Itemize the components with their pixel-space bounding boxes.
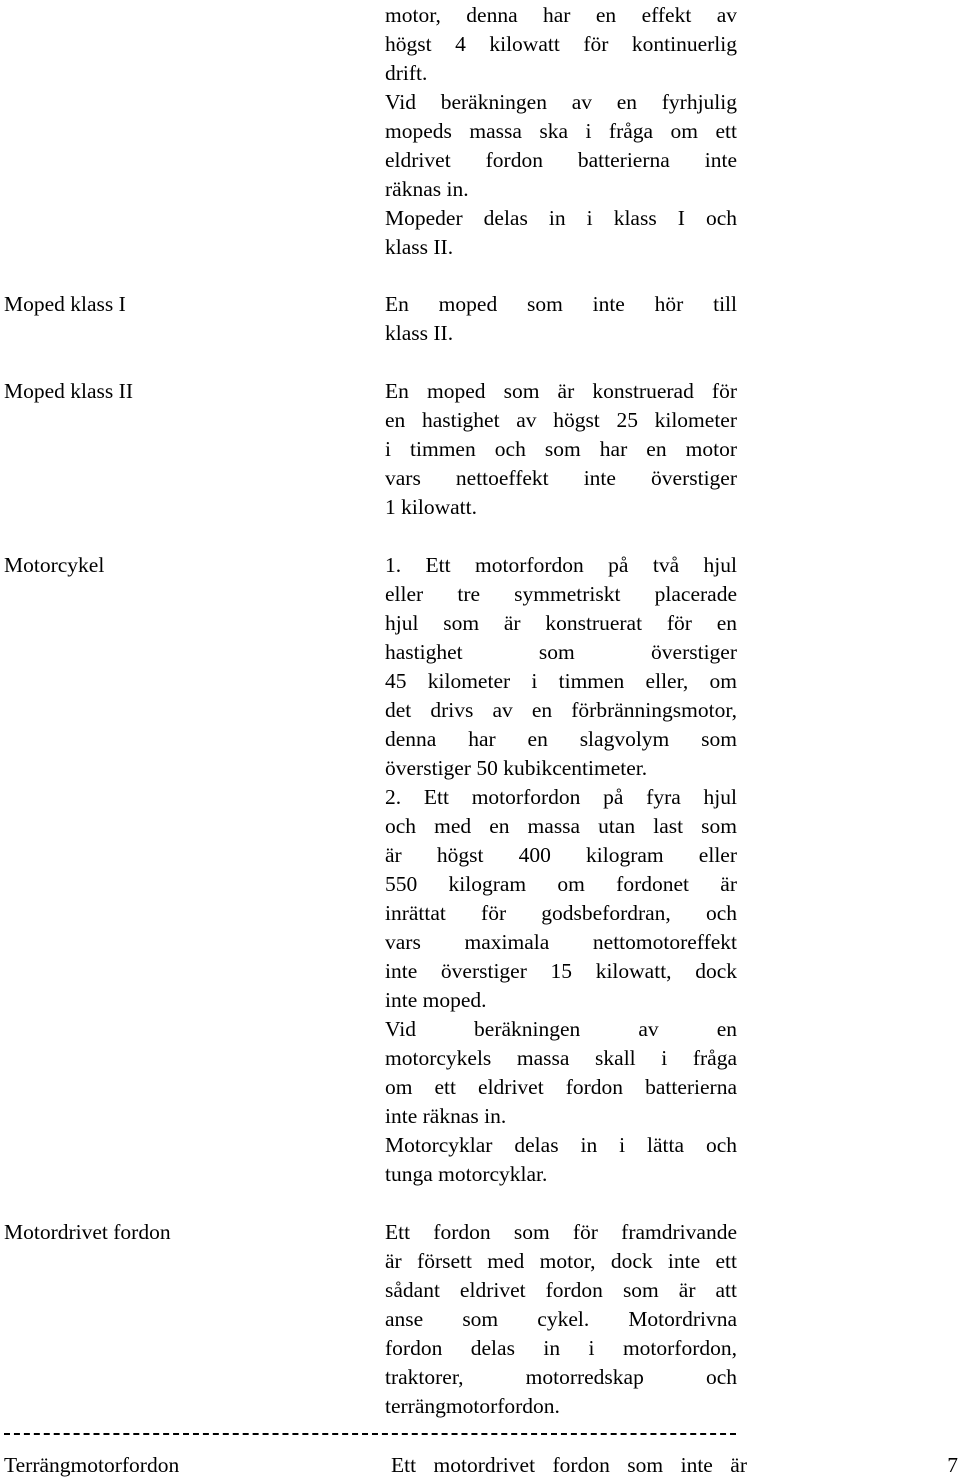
- text-line: motor, denna har en effekt av: [385, 3, 737, 27]
- text-line: inrättat för godsbefordran, och: [385, 901, 737, 925]
- dashed-separator: [4, 1433, 736, 1435]
- text-line: 2. Ett motorfordon på fyra hjul: [385, 785, 737, 809]
- text-line: klass II.: [385, 235, 454, 259]
- text-line: tunga motorcyklar.: [385, 1162, 548, 1186]
- text-line: räknas in.: [385, 177, 469, 201]
- page-number: 7: [947, 1453, 958, 1477]
- text-line: 45 kilometer i timmen eller, om: [385, 669, 737, 693]
- text-line: är försett med motor, dock inte ett: [385, 1249, 737, 1273]
- text-line: terrängmotorfordon.: [385, 1394, 560, 1418]
- term-label: Moped klass II: [4, 379, 133, 403]
- text-line: En moped som är konstruerad för: [385, 379, 737, 403]
- text-line: Vid beräkningen av en fyrhjulig: [385, 90, 737, 114]
- text-line: eldrivet fordon batterierna inte: [385, 148, 737, 172]
- text-line: inte räknas in.: [385, 1104, 507, 1128]
- text-line: mopeds massa ska i fråga om ett: [385, 119, 737, 143]
- term-label: Motorcykel: [4, 553, 105, 577]
- text-line: 550 kilogram om fordonet är: [385, 872, 737, 896]
- text-line: vars maximala nettomotoreffekt: [385, 930, 737, 954]
- text-line: inte moped.: [385, 988, 487, 1012]
- text-line: 1. Ett motorfordon på två hjul: [385, 553, 737, 577]
- text-line: och med en massa utan last som: [385, 814, 737, 838]
- text-line: hjul som är konstruerat för en: [385, 611, 737, 635]
- text-line: i timmen och som har en motor: [385, 437, 737, 461]
- text-line: anse som cykel. Motordrivna: [385, 1307, 737, 1331]
- text-line: eller tre symmetriskt placerade: [385, 582, 737, 606]
- text-line: motorcykels massa skall i fråga: [385, 1046, 737, 1070]
- text-line: överstiger 50 kubikcentimeter.: [385, 756, 648, 780]
- text-line: 1 kilowatt.: [385, 495, 477, 519]
- text-line: Vid beräkningen av en: [385, 1017, 737, 1041]
- text-line: traktorer, motorredskap och: [385, 1365, 737, 1389]
- text-line: fordon delas in i motorfordon,: [385, 1336, 737, 1360]
- text-line: drift.: [385, 61, 428, 85]
- text-line: är högst 400 kilogram eller: [385, 843, 737, 867]
- text-line: om ett eldrivet fordon batterierna: [385, 1075, 737, 1099]
- text-line: klass II.: [385, 321, 454, 345]
- text-line: Motorcyklar delas in i lätta och: [385, 1133, 737, 1157]
- text-line: högst 4 kilowatt för kontinuerlig: [385, 32, 737, 56]
- text-line: sådant eldrivet fordon som är att: [385, 1278, 737, 1302]
- text-line: En moped som inte hör till: [385, 292, 737, 316]
- term-label: Motordrivet fordon: [4, 1220, 171, 1244]
- text-line: hastighet som överstiger: [385, 640, 737, 664]
- text-line: Ett fordon som för framdrivande: [385, 1220, 737, 1244]
- text-line: denna har en slagvolym som: [385, 727, 737, 751]
- definition-text: Ett motordrivet fordon som inte är: [391, 1453, 747, 1477]
- text-line: inte överstiger 15 kilowatt, dock: [385, 959, 737, 983]
- text-line: det drivs av en förbränningsmotor,: [385, 698, 737, 722]
- text-line: vars nettoeffekt inte överstiger: [385, 466, 737, 490]
- text-line: en hastighet av högst 25 kilometer: [385, 408, 737, 432]
- text-line: Mopeder delas in i klass I och: [385, 206, 737, 230]
- term-label: Terrängmotorfordon: [4, 1453, 180, 1477]
- term-label: Moped klass I: [4, 292, 126, 316]
